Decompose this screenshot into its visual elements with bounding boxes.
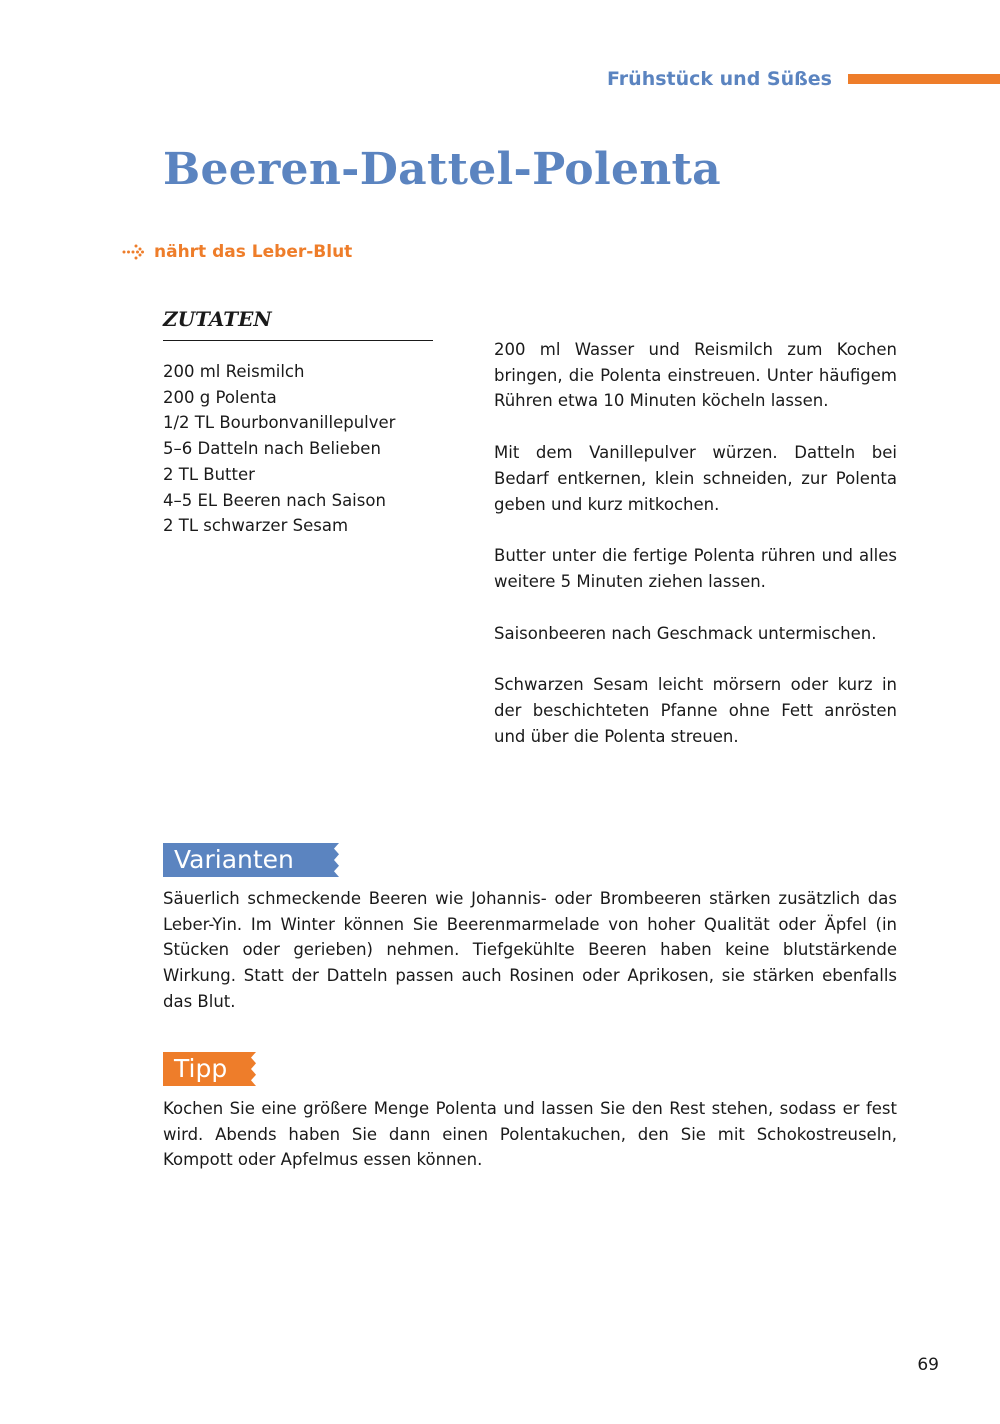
tipp-text: Kochen Sie eine größere Menge Polenta und lassen Sie den Rest stehen, sodass er fest wird. Abends haben Sie dann einen Polentakuchen, den Sie mit Schokostreuseln, Kompott oder Apfelmus essen können.	[163, 1099, 897, 1170]
ribbon-notch-icon	[330, 843, 339, 877]
recipe-title: Beeren-Dattel-Polenta	[163, 144, 721, 195]
section-header	[600, 64, 1000, 94]
varianten-text: Säuerlich schmeckende Beeren wie Johannis- oder Brombeeren stärken zusätzlich das Leber-Yin. Im Winter können Sie Beerenmarmelade von hoher Qualität oder Äpfel (in Stücken oder gerieben) nehmen. Tiefgekühlte Beeren haben keine blutstärkende Wirkung. Statt der Datteln passen auch Rosinen oder Aprikosen, sie stärken ebenfalls das Blut.	[163, 889, 897, 1011]
ribbon-notch-icon	[247, 1052, 256, 1086]
tipp-label-text: Tipp	[174, 1054, 228, 1083]
varianten-label	[163, 843, 330, 877]
ingredient-item: 1/2 TL Bourbonvanillepulver	[163, 413, 396, 433]
ingredient-item: 200 g Polenta	[163, 387, 277, 407]
varianten-label-text: Varianten	[174, 845, 294, 874]
ingredient-item: 200 ml Reismilch	[163, 362, 305, 381]
ingredient-item: 5–6 Datteln nach Belieben	[163, 439, 381, 459]
step-paragraph: 200 ml Wasser und Reismilch zum Kochen bringen, die Polenta einstreuen. Unter häufigem Rühren etwa 10 Minuten köcheln lassen.	[494, 340, 897, 411]
recipe-benefit-text: nährt das Leber-Blut	[154, 242, 353, 262]
step-paragraph: Saisonbeeren nach Geschmack untermischen.	[494, 623, 877, 643]
section-accent-bar	[848, 74, 1000, 84]
tipp-label	[163, 1052, 247, 1086]
ingredient-item: 4–5 EL Beeren nach Saison	[163, 490, 386, 510]
section-title: Frühstück und Süßes	[607, 68, 832, 90]
step-paragraph: Butter unter die fertige Polenta rühren und alles weitere 5 Minuten ziehen lassen.	[494, 546, 897, 591]
recipe-benefit	[122, 239, 352, 265]
ingredients-list	[163, 359, 463, 539]
dotted-arrow-right-icon	[122, 243, 148, 261]
ingredients-heading: ZUTATEN	[163, 307, 433, 341]
step-paragraph: Schwarzen Sesam leicht mörsern oder kurz in der beschichteten Pfanne ohne Fett anrösten und über die Polenta streuen.	[494, 675, 897, 746]
page-number: 69	[917, 1355, 939, 1375]
preparation-steps	[494, 337, 897, 775]
step-paragraph: Mit dem Vanillepulver würzen. Datteln bei Bedarf entkernen, klein schneiden, zur Polenta geben und kurz mitkochen.	[494, 443, 897, 514]
ingredient-item: 2 TL schwarzer Sesam	[163, 516, 349, 536]
ingredient-item: 2 TL Butter	[163, 464, 255, 484]
